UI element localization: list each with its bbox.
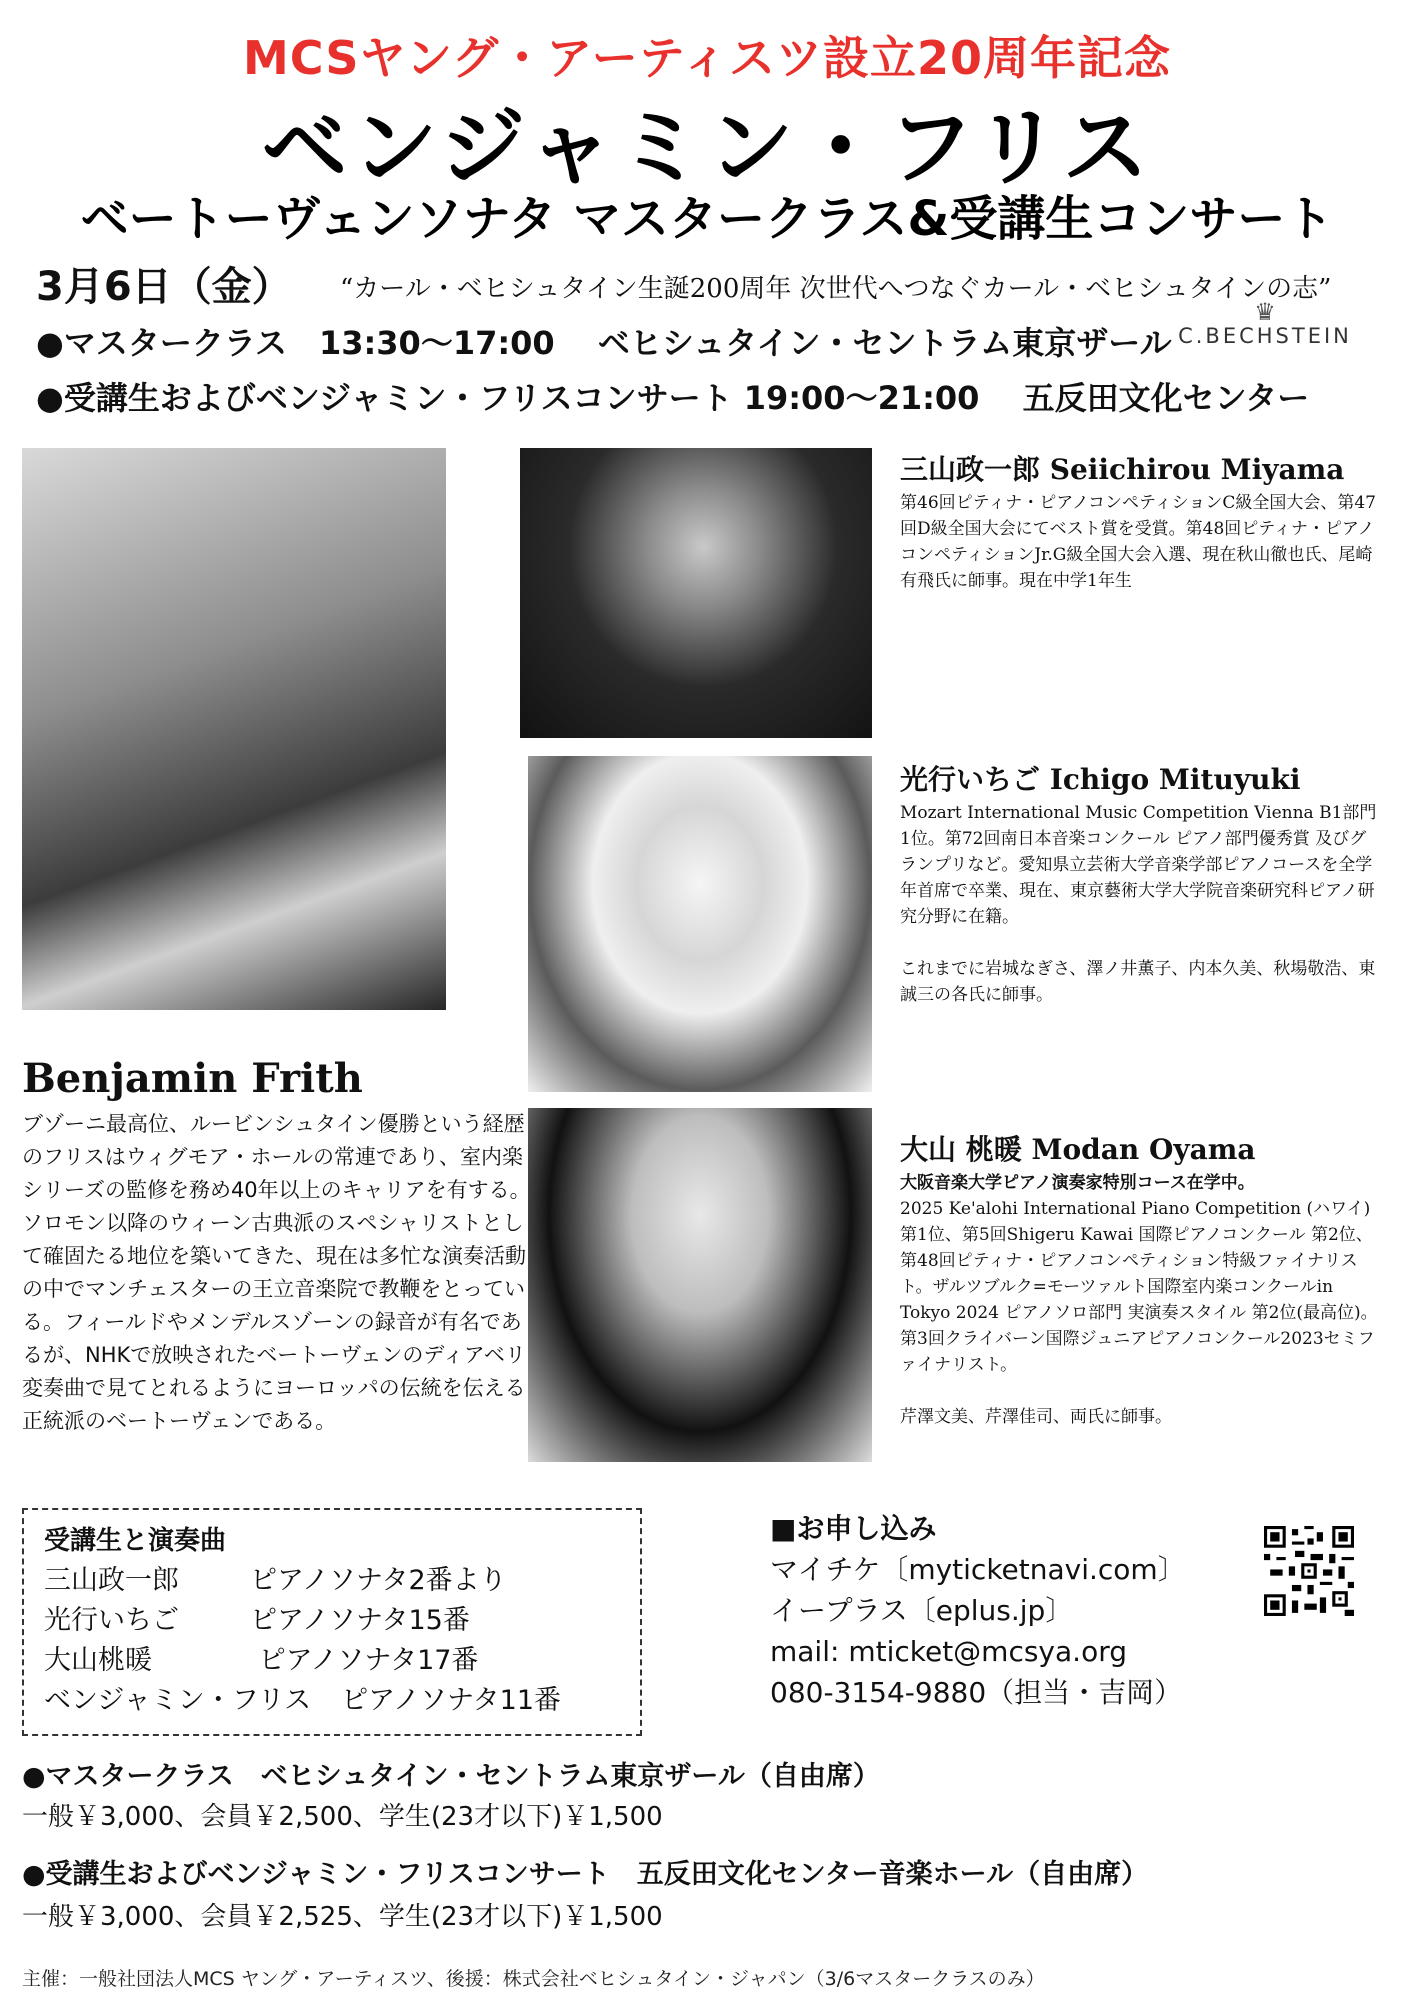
concert-price: 一般￥3,000、会員￥2,525、学生(23才以下)￥1,500 [22, 1902, 663, 1932]
crown-icon: ♛ [1254, 298, 1276, 326]
application-info [770, 1508, 1186, 1713]
application-title: ■お申し込み [770, 1512, 937, 1545]
performer-name: 光行いちご [44, 1605, 179, 1636]
bechstein-logo-text: C.BECHSTEIN [1178, 324, 1352, 348]
qr-code-icon[interactable] [1264, 1526, 1354, 1616]
performer-name: 大山桃暖 [44, 1645, 152, 1676]
concert-price-title: ●受講生およびベンジャミン・フリスコンサート 五反田文化センター音楽ホール（自由席） [22, 1859, 1149, 1890]
organizer-footer: 主催：一般社団法人MCS ヤング・アーティスツ、後援：株式会社ベヒシュタイン・ジャパン（3/6マスタークラスのみ） [22, 1968, 1045, 1990]
program-row [44, 1681, 620, 1721]
main-artist-bio: ブゾーニ最高位、ルービンシュタイン優勝という経歴のフリスはウィグモア・ホールの常連であり、室内楽シリーズの監修を務め40年以上のキャリアを有する。ソロモン以降のウィーン古典派のスペシャリストとして確固たる地位を築いてきた、現在は多忙な演奏活動の中でマンチェスターの王立音楽院で教鞭をとっている。フィールドやメンデルスゾーンの録音が有名であるが、NHKで放映されたベートーヴェンのディアベリ変奏曲で見てとれるようにヨーロッパの伝統を伝える正統派のベートーヴェンである。 [22, 1112, 531, 1433]
piece: ピアノソナタ15番 [250, 1605, 470, 1636]
ticket-link-myticket[interactable]: マイチケ〔myticketnavi.com〕 [770, 1553, 1186, 1586]
piece: ピアノソナタ2番より [250, 1565, 507, 1596]
student-bio: Mozart International Music Competition Vienna B1部門 1位。第72回南日本音楽コンクール ピアノ部門優秀賞 及びグランプリなど。愛知県立芸術大学音楽学部ピアノコースを全学年首席で卒業、現在、東京藝術大学大学院音楽研究科ピアノ研究分野に在籍。 [900, 803, 1377, 927]
miyama-photo [520, 448, 872, 738]
piece: ピアノソナタ11番 [341, 1685, 562, 1716]
bechstein-logo [1170, 300, 1360, 348]
program-title: 受講生と演奏曲 [44, 1526, 227, 1556]
page-subtitle: ベートーヴェンソナタ マスタークラス&受講生コンサート [80, 191, 1334, 247]
mituyuki-photo [528, 756, 872, 1092]
student-name: 三山政一郎 Seiichirou Miyama [900, 453, 1345, 486]
ticket-link-eplus[interactable]: イープラス〔eplus.jp〕 [770, 1594, 1074, 1627]
student-bio: 第46回ピティナ・ピアノコンペティションC級全国大会、第47回D級全国大会にてベスト賞を受賞。第48回ピティナ・ピアノコンペティションJr.G級全国大会入選、現在秋山徹也氏、尾崎有飛氏に師事。現在中学1年生 [900, 493, 1376, 591]
program-row [44, 1561, 620, 1601]
performer-name: ベンジャミン・フリス [44, 1685, 312, 1716]
student-teachers: 芹澤文美、芹澤佳司、両氏に師事。 [900, 1407, 1172, 1427]
ticket-phone[interactable]: 080-3154-9880（担当・吉岡） [770, 1676, 1183, 1709]
page-title: ベンジャミン・フリス [261, 98, 1153, 198]
program-row [44, 1601, 620, 1641]
student-bio: 大阪音楽大学ピアノ演奏家特別コース在学中。 [900, 1173, 1255, 1193]
masterclass-price: 一般￥3,000、会員￥2,500、学生(23才以下)￥1,500 [22, 1802, 663, 1832]
student-name: 大山 桃暖 Modan Oyama [900, 1133, 1256, 1166]
benjamin-frith-photo [22, 448, 446, 1010]
anniversary-heading: MCSヤング・アーティスツ設立20周年記念 [242, 31, 1172, 85]
student-name: 光行いちご Ichigo Mituyuki [900, 763, 1301, 796]
program-box [22, 1508, 642, 1736]
event-quote: “カール・ベヒシュタイン生誕200周年 次世代へつなぐカール・ベヒシュタインの志” [340, 274, 1332, 304]
schedule-concert: ●受講生およびベンジャミン・フリスコンサート 19:00〜21:00 五反田文化センター [36, 379, 1310, 417]
oyama-photo [528, 1108, 872, 1462]
masterclass-price-title: ●マスタークラス ベヒシュタイン・セントラム東京ザール（自由席） [22, 1761, 880, 1792]
student-teachers: これまでに岩城なぎさ、澤ノ井薫子、内本久美、秋場敬浩、東誠三の各氏に師事。 [900, 959, 1376, 1005]
event-date: 3月6日（金） [36, 264, 292, 310]
main-artist-name: Benjamin Frith [22, 1055, 363, 1102]
student-awards: 2025 Ke'alohi International Piano Competition (ハワイ)第1位、第5回Shigeru Kawai 国際ピアノコンクール 第2位、第48回ピティナ・ピアノコンペティション特級ファイナリスト。ザルツブルク=モーツァルト国際室内楽コンクールin Tokyo 2024 ピアノソロ部門 実演奏スタイル 第2位(最高位)。第3回クライバーン国際ジュニアピアノコンクール2023セミファイナリスト。 [900, 1199, 1378, 1375]
piece: ピアノソナタ17番 [250, 1645, 479, 1676]
performer-name: 三山政一郎 [44, 1565, 179, 1596]
schedule-masterclass: ●マスタークラス 13:30〜17:00 ベヒシュタイン・セントラム東京ザール [36, 324, 1172, 362]
program-row [44, 1641, 620, 1681]
ticket-email[interactable]: mail: mticket@mcsya.org [770, 1635, 1127, 1668]
